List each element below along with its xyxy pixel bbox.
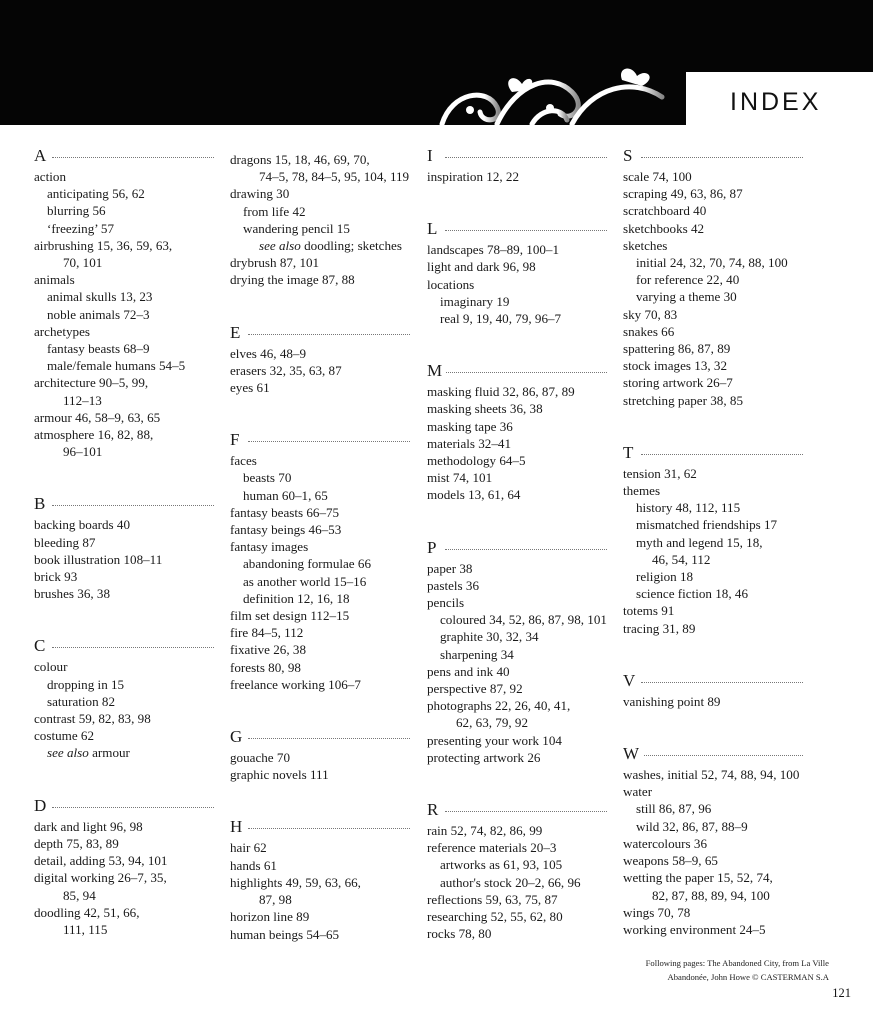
index-section (230, 430, 410, 693)
index-entry: landscapes 78–89, 100–1 (427, 242, 560, 258)
index-entry: architecture 90–5, 99, (34, 375, 149, 391)
index-entry: backing boards 40 (34, 517, 130, 533)
index-entry: depth 75, 83, 89 (34, 835, 119, 851)
section-letter: M (427, 361, 446, 381)
section-letter: I (427, 146, 437, 166)
index-entry: male/female humans 54–5 (47, 358, 186, 374)
index-entry: protecting artwork 26 (427, 749, 541, 765)
index-entry: airbrushing 15, 36, 59, 63, (34, 237, 173, 253)
index-entry: armour 46, 58–9, 63, 65 (34, 409, 161, 425)
index-entry: totems 91 (623, 603, 675, 619)
index-entry: 111, 115 (63, 921, 108, 937)
index-entry: graphic novels 111 (230, 767, 329, 783)
index-entry: graphite 30, 32, 34 (440, 629, 539, 645)
index-entry: tension 31, 62 (623, 465, 697, 481)
dotted-rule (52, 647, 214, 648)
dotted-rule (52, 157, 214, 158)
index-entry: beasts 70 (243, 470, 292, 486)
index-entry: wings 70, 78 (623, 904, 691, 920)
section-heading (34, 494, 214, 516)
credit-line: Following pages: The Abandoned City, from La Ville (645, 958, 829, 968)
section-letter: C (34, 636, 49, 656)
index-column-1 (34, 146, 214, 972)
index-entry: sketchbooks 42 (623, 220, 705, 236)
index-entry: fantasy beasts 66–75 (230, 504, 340, 520)
index-entry: 87, 98 (259, 892, 292, 908)
section-heading (34, 636, 214, 658)
index-entry: digital working 26–7, 35, (34, 870, 167, 886)
section-letter: W (623, 744, 643, 764)
index-section (427, 800, 607, 942)
section-heading (230, 430, 410, 452)
index-entry: animal skulls 13, 23 (47, 289, 153, 305)
index-section (427, 219, 607, 327)
index-column-3 (427, 146, 607, 977)
index-entry: masking sheets 36, 38 (427, 401, 543, 417)
index-entry: sharpening 34 (440, 646, 514, 662)
section-letter: G (230, 727, 246, 747)
index-entry: blurring 56 (47, 203, 106, 219)
index-section (623, 146, 803, 409)
index-entry: dark and light 96, 98 (34, 818, 143, 834)
section-letter: T (623, 443, 637, 463)
index-entry: weapons 58–9, 65 (623, 853, 718, 869)
index-entry: abandoning formulae 66 (243, 556, 371, 572)
index-entry: science fiction 18, 46 (636, 586, 748, 602)
dotted-rule (248, 738, 410, 739)
index-entry: colour (34, 659, 68, 675)
index-entry: themes (623, 483, 661, 499)
index-entry: snakes 66 (623, 323, 675, 339)
section-letter: L (427, 219, 441, 239)
index-entry: pencils (427, 595, 465, 611)
index-entry: human beings 54–65 (230, 926, 340, 942)
index-section (623, 744, 803, 938)
index-entry: pastels 36 (427, 577, 480, 593)
index-entry: doodling 42, 51, 66, (34, 904, 140, 920)
index-entry: religion 18 (636, 569, 694, 585)
dotted-rule (445, 157, 607, 158)
section-letter: H (230, 817, 246, 837)
index-entry: vanishing point 89 (623, 693, 721, 709)
index-entry: watercolours 36 (623, 835, 707, 851)
index-entry: dragons 15, 18, 46, 69, 70, (230, 152, 370, 167)
index-entry: myth and legend 15, 18, (636, 534, 763, 550)
index-section (623, 443, 803, 637)
index-entry: from life 42 (243, 203, 306, 219)
index-entry: horizon line 89 (230, 909, 310, 925)
index-section (34, 146, 214, 460)
section-heading (427, 800, 607, 822)
index-entry: wetting the paper 15, 52, 74, (623, 870, 773, 886)
page-title: INDEX (730, 88, 822, 116)
index-entry: ‘freezing’ 57 (47, 220, 115, 236)
index-entry: rain 52, 74, 82, 86, 99 (427, 823, 543, 839)
index-entry: storing artwork 26–7 (623, 375, 733, 391)
dotted-rule (445, 549, 607, 550)
index-section (427, 146, 607, 185)
index-entry: bleeding 87 (34, 534, 96, 550)
index-entry: coloured 34, 52, 86, 87, 98, 101 (440, 612, 607, 628)
index-entry: human 60–1, 65 (243, 487, 328, 503)
index-entry: masking tape 36 (427, 418, 513, 434)
section-heading (623, 671, 803, 693)
section-heading (623, 146, 803, 168)
index-entry: freelance working 106–7 (230, 676, 361, 692)
index-section (34, 636, 214, 761)
index-entry: highlights 49, 59, 63, 66, (230, 874, 361, 890)
index-entry: artworks as 61, 93, 105 (440, 857, 563, 873)
index-entry: hands 61 (230, 857, 277, 873)
index-entry: atmosphere 16, 82, 88, (34, 427, 154, 443)
index-section (230, 323, 410, 397)
index-entry: 62, 63, 79, 92 (456, 715, 529, 731)
index-entry: mist 74, 101 (427, 470, 493, 486)
index-entry: contrast 59, 82, 83, 98 (34, 711, 151, 727)
index-entry: brushes 36, 38 (34, 586, 111, 602)
index-entry: spattering 86, 87, 89 (623, 341, 731, 357)
index-entry: saturation 82 (47, 693, 116, 709)
section-heading (623, 744, 803, 766)
index-entry: varying a theme 30 (636, 289, 737, 305)
index-entry: 96–101 (63, 444, 103, 460)
dotted-rule (248, 441, 410, 442)
index-entry: see also doodling; sketches (259, 238, 402, 254)
section-letter: R (427, 800, 442, 820)
section-heading (34, 146, 214, 168)
index-section (623, 671, 803, 710)
index-entry: erasers 32, 35, 63, 87 (230, 362, 342, 378)
index-entry: definition 12, 16, 18 (243, 590, 350, 606)
index-section (427, 538, 607, 766)
index-entry: sky 70, 83 (623, 306, 678, 322)
section-letter: P (427, 538, 440, 558)
index-entry: locations (427, 276, 475, 292)
section-heading (427, 219, 607, 241)
index-entry: still 86, 87, 96 (636, 801, 712, 817)
index-entry: see also armour (47, 745, 130, 761)
index-entry: eyes 61 (230, 380, 270, 396)
index-entry: materials 32–41 (427, 435, 511, 451)
section-letter: A (34, 146, 50, 166)
index-entry: reference materials 20–3 (427, 840, 557, 856)
index-entry: as another world 15–16 (243, 573, 367, 589)
dotted-rule (248, 828, 410, 829)
index-entry: stock images 13, 32 (623, 358, 728, 374)
index-entry: researching 52, 55, 62, 80 (427, 909, 563, 925)
index-entry: methodology 64–5 (427, 453, 526, 469)
section-heading (34, 796, 214, 818)
index-entry: detail, adding 53, 94, 101 (34, 853, 168, 869)
index-entry: drying the image 87, 88 (230, 272, 355, 288)
dotted-rule (641, 454, 803, 455)
index-entry: for reference 22, 40 (636, 272, 740, 288)
index-entry: stretching paper 38, 85 (623, 392, 743, 408)
section-letter: B (34, 494, 49, 514)
index-entry: photographs 22, 26, 40, 41, (427, 698, 571, 714)
section-letter: D (34, 796, 50, 816)
index-entry: wandering pencil 15 (243, 220, 350, 236)
index-entry: reflections 59, 63, 75, 87 (427, 891, 558, 907)
index-entry: drybrush 87, 101 (230, 255, 320, 271)
section-heading (230, 323, 410, 345)
index-section (427, 361, 607, 503)
dotted-rule (641, 755, 803, 756)
index-entry: history 48, 112, 115 (636, 500, 741, 516)
image-credit (646, 956, 829, 984)
section-heading (623, 443, 803, 465)
index-entry: paper 38 (427, 560, 473, 576)
index-entry: noble animals 72–3 (47, 306, 150, 322)
dotted-rule (52, 807, 214, 808)
section-heading (427, 538, 607, 560)
index-entry: elves 46, 48–9 (230, 345, 307, 361)
index-entry: 82, 87, 88, 89, 94, 100 (652, 887, 770, 903)
index-entry: drawing 30 (230, 186, 290, 202)
section-letter: F (230, 430, 243, 450)
index-entry: fantasy beings 46–53 (230, 522, 342, 538)
dotted-rule (445, 230, 607, 231)
dotted-rule (445, 811, 607, 812)
page-number: 121 (832, 986, 851, 1000)
index-entry: imaginary 19 (440, 293, 510, 309)
index-entry: working environment 24–5 (623, 921, 766, 937)
index-column-2 (230, 151, 410, 977)
section-heading (427, 146, 607, 168)
index-entry: 112–13 (63, 392, 102, 408)
dotted-rule (641, 682, 803, 683)
index-entry: gouache 70 (230, 750, 290, 766)
index-entry: film set design 112–15 (230, 608, 350, 624)
index-entry: water (623, 784, 653, 800)
index-section (34, 796, 214, 938)
index-section (230, 151, 410, 289)
index-entry: fire 84–5, 112 (230, 625, 304, 641)
section-letter: E (230, 323, 244, 343)
index-entry: fantasy beasts 68–9 (47, 341, 150, 357)
index-entry: costume 62 (34, 728, 95, 744)
index-entry: washes, initial 52, 74, 88, 94, 100 (623, 767, 800, 783)
section-heading (427, 361, 607, 383)
index-entry: scratchboard 40 (623, 203, 707, 219)
index-entry: animals (34, 272, 75, 288)
index-entry: wild 32, 86, 87, 88–9 (636, 818, 748, 834)
index-section (230, 817, 410, 942)
index-entry: initial 24, 32, 70, 74, 88, 100 (636, 255, 788, 271)
index-column-4 (623, 146, 803, 972)
index-entry: light and dark 96, 98 (427, 259, 536, 275)
index-section (34, 494, 214, 602)
section-heading (230, 817, 410, 839)
index-entry: models 13, 61, 64 (427, 487, 521, 503)
index-entry: dropping in 15 (47, 676, 125, 692)
index-entry: masking fluid 32, 86, 87, 89 (427, 384, 575, 400)
index-entry: scale 74, 100 (623, 169, 692, 184)
index-entry: book illustration 108–11 (34, 551, 163, 567)
index-entry: 70, 101 (63, 255, 103, 271)
credit-line: Abandonée, John Howe © CASTERMAN S.A (667, 972, 829, 982)
dotted-rule (641, 157, 803, 158)
index-section (230, 727, 410, 783)
index-entry: inspiration 12, 22 (427, 169, 520, 184)
dotted-rule (52, 505, 214, 506)
index-entry: pens and ink 40 (427, 663, 510, 679)
index-entry: hair 62 (230, 840, 267, 856)
index-entry: brick 93 (34, 569, 78, 585)
swirl-ornament-icon (432, 62, 692, 132)
index-entry: scraping 49, 63, 86, 87 (623, 186, 743, 202)
index-entry: mismatched friendships 17 (636, 517, 778, 533)
section-letter: V (623, 671, 639, 691)
section-letter: S (623, 146, 636, 166)
index-entry: anticipating 56, 62 (47, 186, 145, 202)
index-entry: rocks 78, 80 (427, 926, 492, 942)
index-entry: tracing 31, 89 (623, 620, 696, 636)
index-entry: author's stock 20–2, 66, 96 (440, 874, 581, 890)
dotted-rule (248, 334, 410, 335)
index-entry: archetypes (34, 323, 90, 339)
index-entry: sketches (623, 237, 668, 253)
index-entry: faces (230, 453, 257, 469)
section-heading (230, 727, 410, 749)
index-entry: 85, 94 (63, 887, 96, 903)
index-entry: 46, 54, 112 (652, 551, 711, 567)
index-entry: fixative 26, 38 (230, 642, 306, 658)
index-entry: real 9, 19, 40, 79, 96–7 (440, 311, 562, 327)
index-entry: action (34, 169, 66, 184)
index-entry: fantasy images (230, 539, 309, 555)
dotted-rule (445, 372, 607, 373)
index-entry: presenting your work 104 (427, 732, 562, 748)
index-entry: 74–5, 78, 84–5, 95, 104, 119 (259, 169, 410, 185)
index-entry: forests 80, 98 (230, 659, 301, 675)
index-entry: perspective 87, 92 (427, 681, 523, 697)
